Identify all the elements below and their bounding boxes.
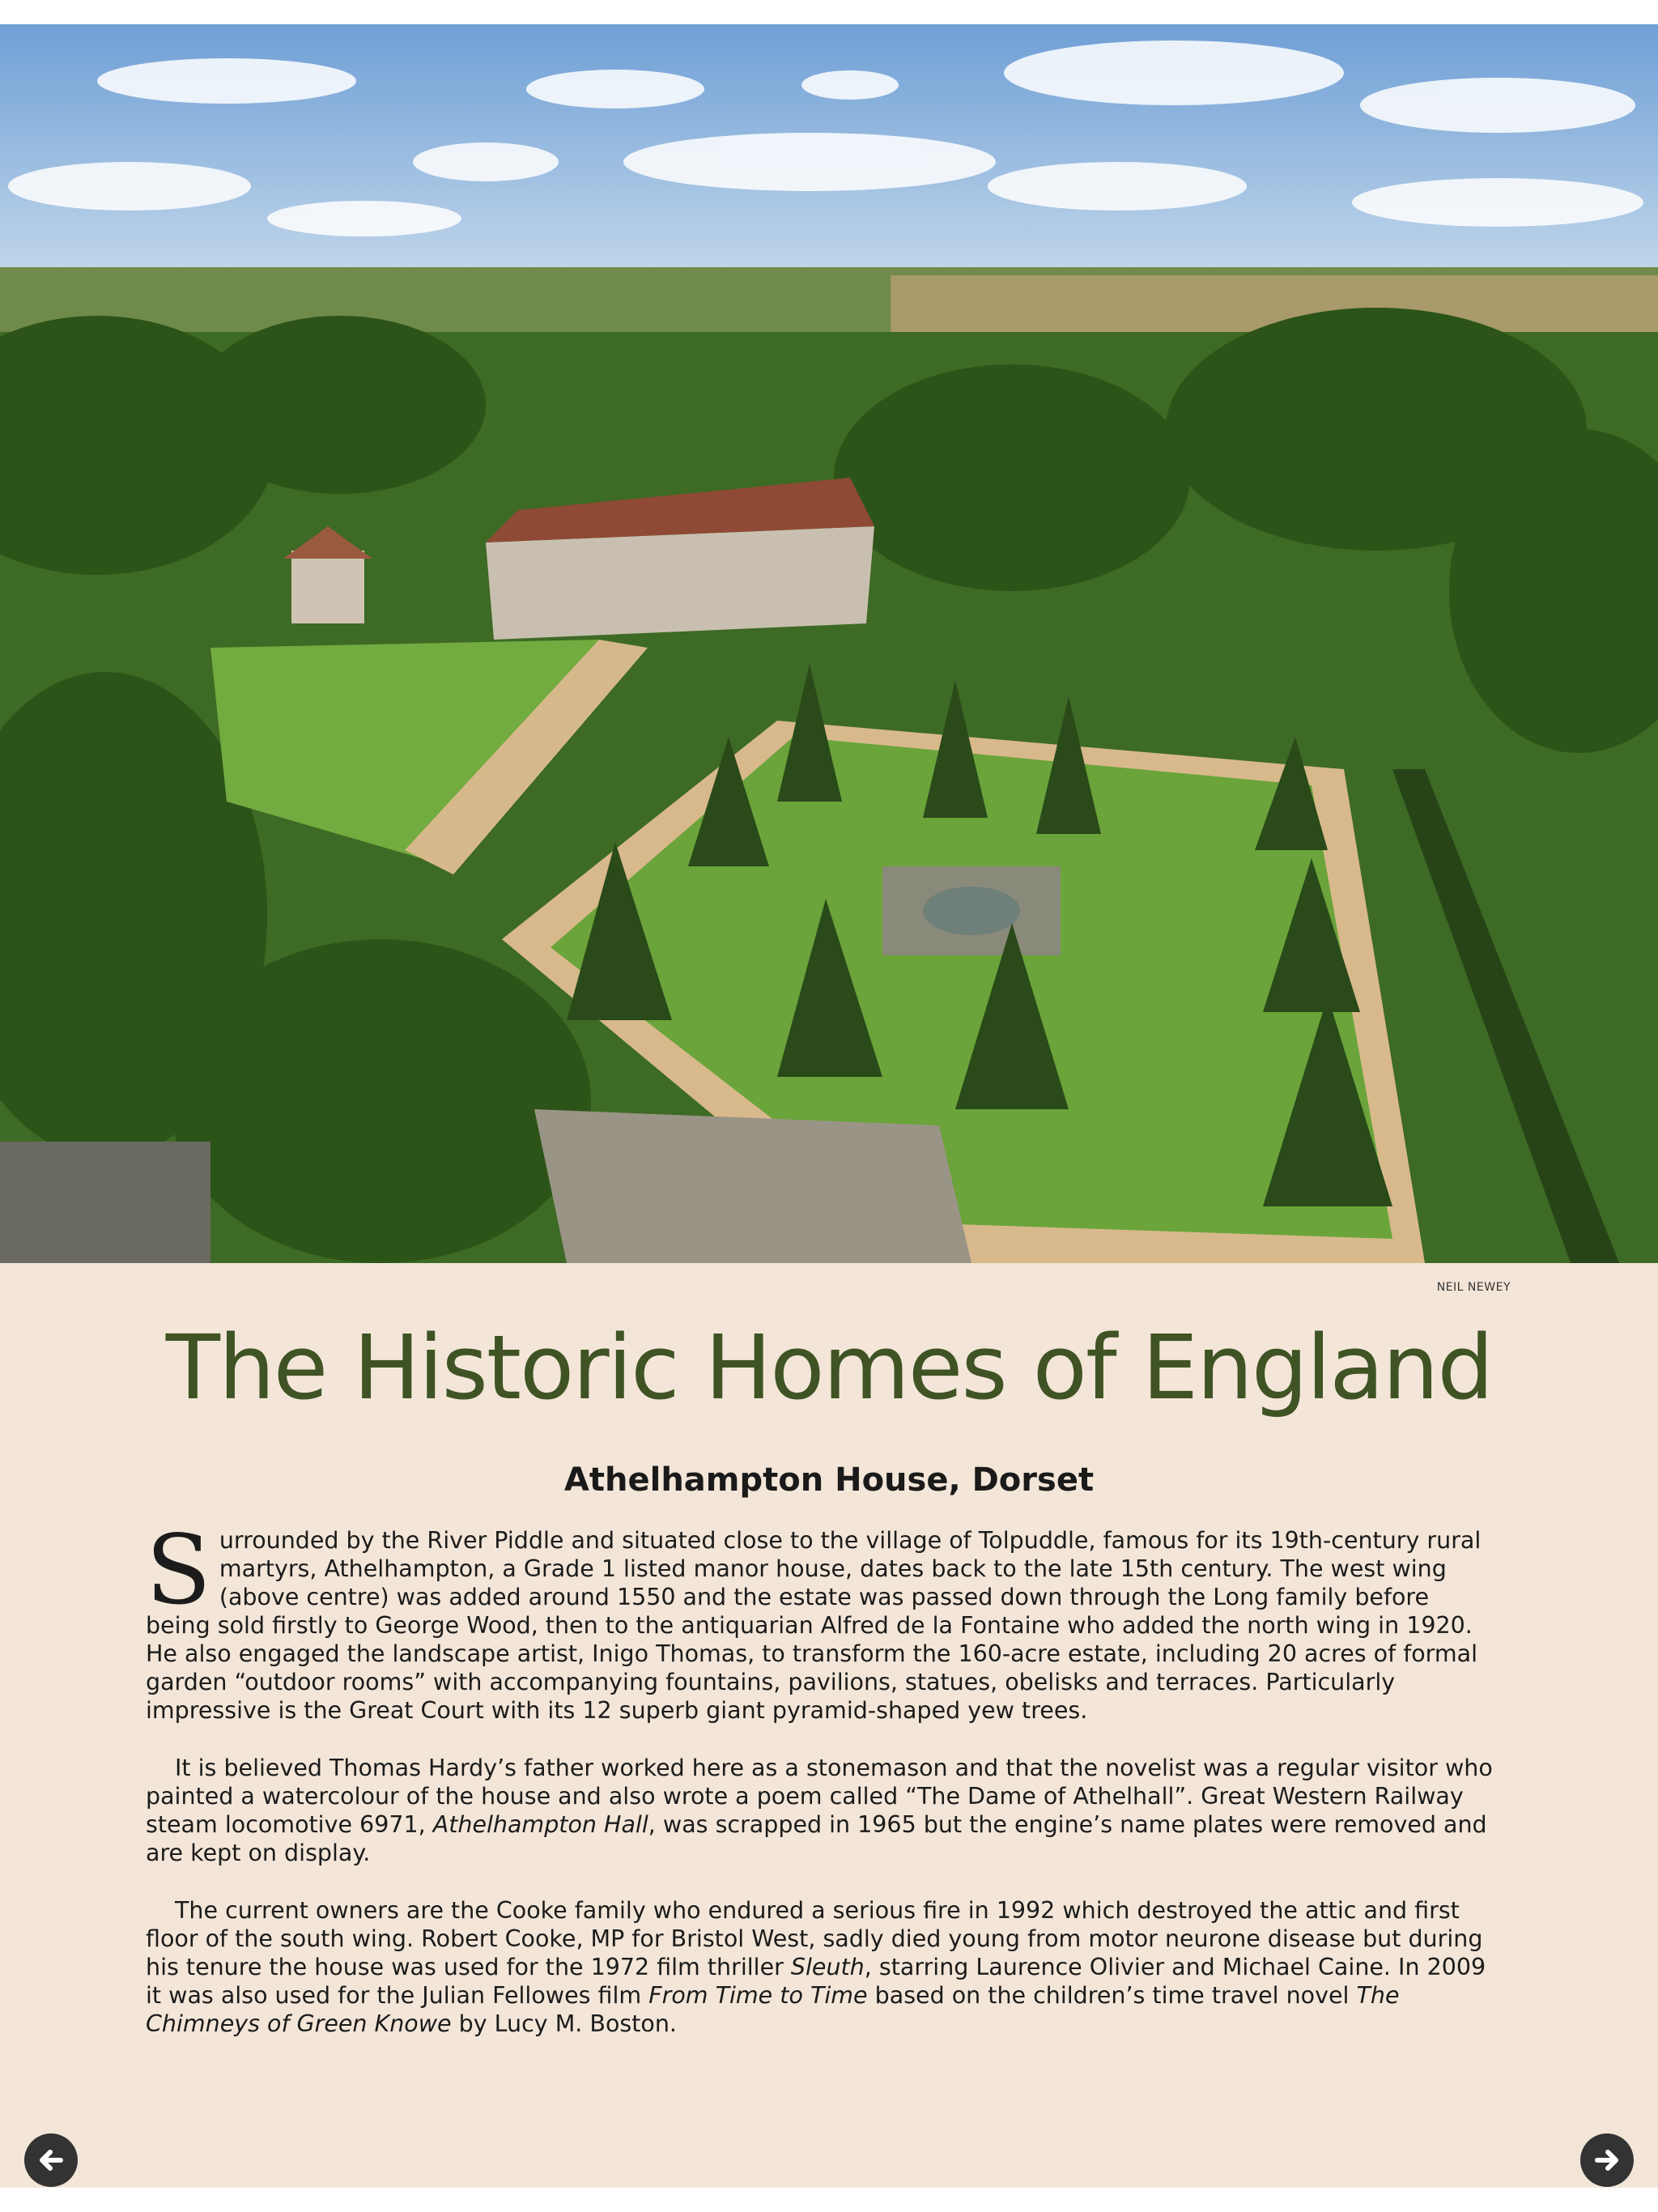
film-title-sleuth: Sleuth bbox=[790, 1954, 865, 1980]
paragraph-1 bbox=[146, 1514, 1499, 1725]
previous-page-button[interactable] bbox=[24, 2133, 78, 2187]
drop-cap: S bbox=[146, 1514, 211, 1626]
paragraph-3-text-d: by Lucy M. Boston. bbox=[451, 2010, 677, 2037]
arrow-left-icon bbox=[33, 2142, 69, 2178]
paragraph-2-text-b: , was scrapped in 1965 but the engine’s name plates were removed and are kept on display. bbox=[146, 1811, 1487, 1866]
paragraph-1-text: urrounded by the River Piddle and situated close to the village of Tolpuddle, famous for its 19th-century rural martyrs, Athelhampton, a Grade 1 listed manor house, dates back to the late 15th century. The west wing (above centre) was added around 1550 and the estate was passed down through the Long family before being sold firstly to George Wood, then to the antiquarian Alfred de la Fontaine who added the north wing in 1920. He also engaged the landscape artist, Inigo Thomas, to transform the 160-acre estate, including 20 acres of formal garden “outdoor rooms” with accompanying fountains, pavilions, statues, obelisks and terraces. Particularly impressive is the Great Court with its 12 superb giant pyramid-shaped yew trees. bbox=[146, 1527, 1482, 1724]
article-subtitle: Athelhampton House, Dorset bbox=[563, 1461, 1095, 1499]
paragraph-3-text-c: based on the children’s time travel novel bbox=[867, 1982, 1357, 2009]
paragraph-3-text-a: The current owners are the Cooke family who endured a serious fire in 1992 which destroyed the attic and first floor of the south wing. Robert Cooke, MP for Bristol West, sadly died young from motor neurone disease but during his tenure the house was used for the 1972 film thriller bbox=[146, 1897, 1483, 1980]
arrow-right-icon bbox=[1589, 2142, 1625, 2178]
article-body bbox=[146, 1514, 1499, 2067]
photo-credit: NEIL NEWEY bbox=[1436, 1281, 1511, 1294]
paragraph-2-text-a: It is believed Thomas Hardy’s father worked here as a stonemason and that the novelist was a regular visitor who painted a watercolour of the house and also wrote a poem called “The Dame of Athelhall”. Great Western Railway steam locomotive 6971, bbox=[146, 1755, 1493, 1838]
film-title-from-time-to-time: From Time to Time bbox=[648, 1982, 868, 2009]
next-page-button[interactable] bbox=[1580, 2133, 1634, 2187]
paragraph-3 bbox=[146, 1896, 1499, 2038]
page-title: The Historic Homes of England bbox=[165, 1316, 1493, 1419]
paragraph-2 bbox=[146, 1754, 1499, 1867]
article-page bbox=[0, 1263, 1658, 2188]
novel-title: The Chimneys of Green Knowe bbox=[146, 1982, 1400, 2037]
header-photo bbox=[0, 24, 1658, 1263]
paragraph-3-text-b: , starring Laurence Olivier and Michael Caine. In 2009 it was also used for the Julian Fellowes film bbox=[146, 1954, 1486, 2009]
aerial-garden-photo bbox=[0, 24, 1658, 1263]
locomotive-name: Athelhampton Hall bbox=[432, 1811, 648, 1838]
